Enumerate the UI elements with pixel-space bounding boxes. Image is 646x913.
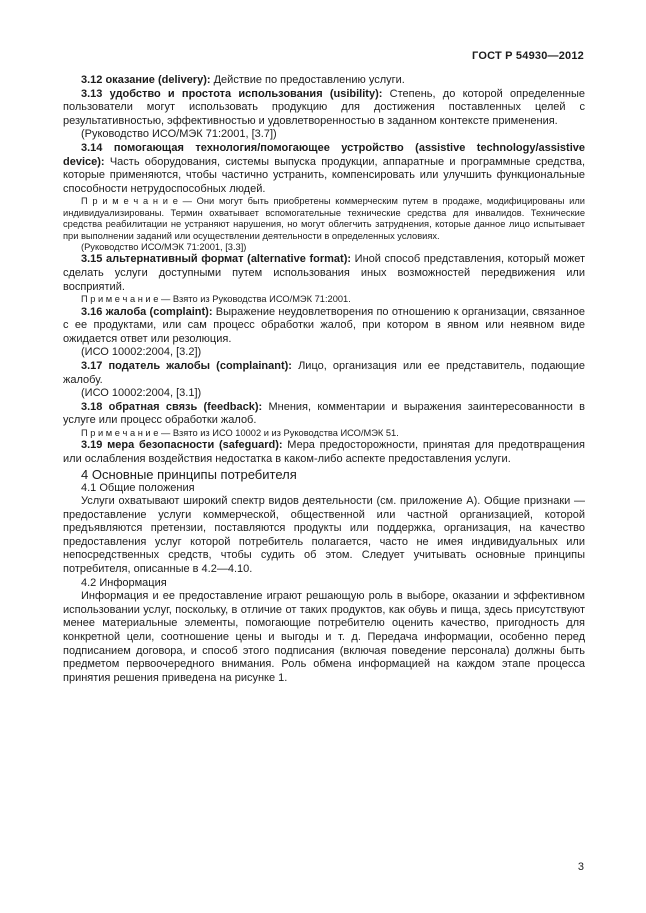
- body-paragraph: [63, 495, 585, 577]
- body-paragraph: [63, 590, 585, 685]
- term-bold-text: 3.15 альтернативный формат (alternative format):: [81, 253, 352, 266]
- text-run: 4.1 Общие положения: [81, 481, 195, 494]
- text-run: Мера предосторожности, принятая для предотвращения или ослабления воздействия недостатка в каком-либо аспекте предоставления услуги.: [63, 439, 585, 465]
- term-bold-text: 3.17 податель жалобы (complainant):: [81, 359, 292, 372]
- text-run: Лицо, организация или ее представитель, подающие жалобу.: [63, 359, 585, 386]
- term-bold-text: 3.16 жалоба (complaint):: [81, 305, 213, 318]
- term-bold-text: 3.18 обратная связь (feedback):: [81, 400, 263, 413]
- term-bold-text: 3.12 оказание (delivery):: [81, 74, 211, 86]
- term-bold-text: 3.14 помогающая технология/помогающее устройство (assistive technology/assistive device):: [63, 141, 585, 168]
- term-bold-text: 3.19 мера безопасности (safeguard):: [81, 439, 283, 452]
- text-run: Выражение неудовлетворения по отношению к организации, связанное с ее продуктами, или сам процесс обработки жалоб, при котором в явном или неявном виде ожидается ответ или резолюция.: [63, 305, 585, 345]
- definition-paragraph: [63, 253, 585, 294]
- definition-paragraph: [63, 142, 585, 196]
- subsection-heading: [63, 577, 585, 591]
- term-bold-text: 3.13 удобство и простота использования (usibility):: [81, 87, 383, 100]
- text-run: Степень, до которой определенные пользователи могут использовать продукцию для достижения поставленных целей с результативностью, эффективностью и удовлетворенностью в заданном контексте применения.: [63, 87, 585, 127]
- definition-paragraph: [63, 74, 585, 88]
- text-run: (ИСО 10002:2004, [3.2]): [81, 346, 202, 359]
- text-run: П р и м е ч а н и е — Взято из Руководства ИСО/МЭК 71:2001.: [81, 294, 351, 305]
- text-run: П р и м е ч а н и е — Взято из ИСО 10002 и из Руководства ИСО/МЭК 51.: [81, 427, 399, 438]
- text-run: Действие по предоставлению услуги.: [210, 74, 405, 86]
- page-number: 3: [577, 861, 584, 873]
- definition-paragraph: [63, 401, 585, 428]
- text-run: 4 Основные принципы потребителя: [81, 466, 297, 482]
- text-run: Информация и ее предоставление играют решающую роль в выборе, оказании и эффективном использовании услуг, поскольку, в отличие от таких продуктов, как обувь и пища, здесь присутствуют менее материальные элементы, помогающие потребителю оценить качество, пригодность для конкретной цели, соотношение цены и выгоды и т. д. Передача информации, особенно перед подписанием договора, и способ этого подписания (включая поведение персонала) должны быть предметом первоочередного внимания. Роль обмена информацией на каждом этапе процесса принятия решения приведена на рисунке 1.: [63, 590, 585, 684]
- definition-paragraph: [63, 88, 585, 129]
- document-body: [63, 74, 585, 685]
- document-header-code: ГОСТ Р 54930—2012: [472, 50, 584, 62]
- note-paragraph: [63, 428, 585, 439]
- definition-paragraph: [63, 360, 585, 387]
- reference-citation: [63, 242, 585, 253]
- subsection-heading: [63, 482, 585, 496]
- text-run: (Руководство ИСО/МЭК 71:2001, [3.3]): [81, 241, 247, 252]
- text-run: Часть оборудования, системы выпуска продукции, аппаратные и программные средства, которые применяются, чтобы частично устранить, компенсировать или улучшить функциональные способности нетрудоспособных людей.: [63, 155, 585, 195]
- text-run: 4.2 Информация: [81, 576, 167, 589]
- text-run: (Руководство ИСО/МЭК 71:2001, [3.7]): [81, 128, 277, 141]
- section-heading: [63, 467, 585, 482]
- reference-citation: [63, 387, 585, 401]
- text-run: Мнения, комментарии и выражения заинтересованности в услуге или процесс обработки жалоб.: [63, 400, 586, 427]
- text-run: (ИСО 10002:2004, [3.1]): [81, 387, 202, 400]
- definition-paragraph: [63, 306, 585, 347]
- reference-citation: [63, 346, 585, 360]
- definition-paragraph: [63, 439, 585, 466]
- text-run: Иной способ представления, который может сделать услуги доступными путем использования иных возможностей передвижения или восприятий.: [63, 253, 585, 293]
- text-run: Услуги охватывают широкий спектр видов деятельности (см. приложение А). Общие признаки — предоставление услуги коммерческой, общественной или частной организацией, которой предъявляются претензии, поставляются продукты или поддержка, организация, на качество предоставления услуг которой потребитель полагается, часто не имея индивидуальных или непосредственных средств, чтобы судить об этом. Следует учитывать основные принципы потребителя, описанные в 4.2—4.10.: [63, 495, 585, 576]
- text-run: П р и м е ч а н и е — Они могут быть приобретены коммерческим путем в продаже, модифицированы или индивидуализированы. Термин охватывает вспомогательные технические средства для инвалидов. Технические средства реабилитации не устраняют нарушения, но могут облегчить затруднения, которые данное лицо испытывает при выполнении заданий или осуществлении деятельности в определенных условиях.: [63, 196, 585, 241]
- note-paragraph: [63, 196, 585, 242]
- note-paragraph: [63, 294, 585, 305]
- reference-citation: [63, 128, 585, 142]
